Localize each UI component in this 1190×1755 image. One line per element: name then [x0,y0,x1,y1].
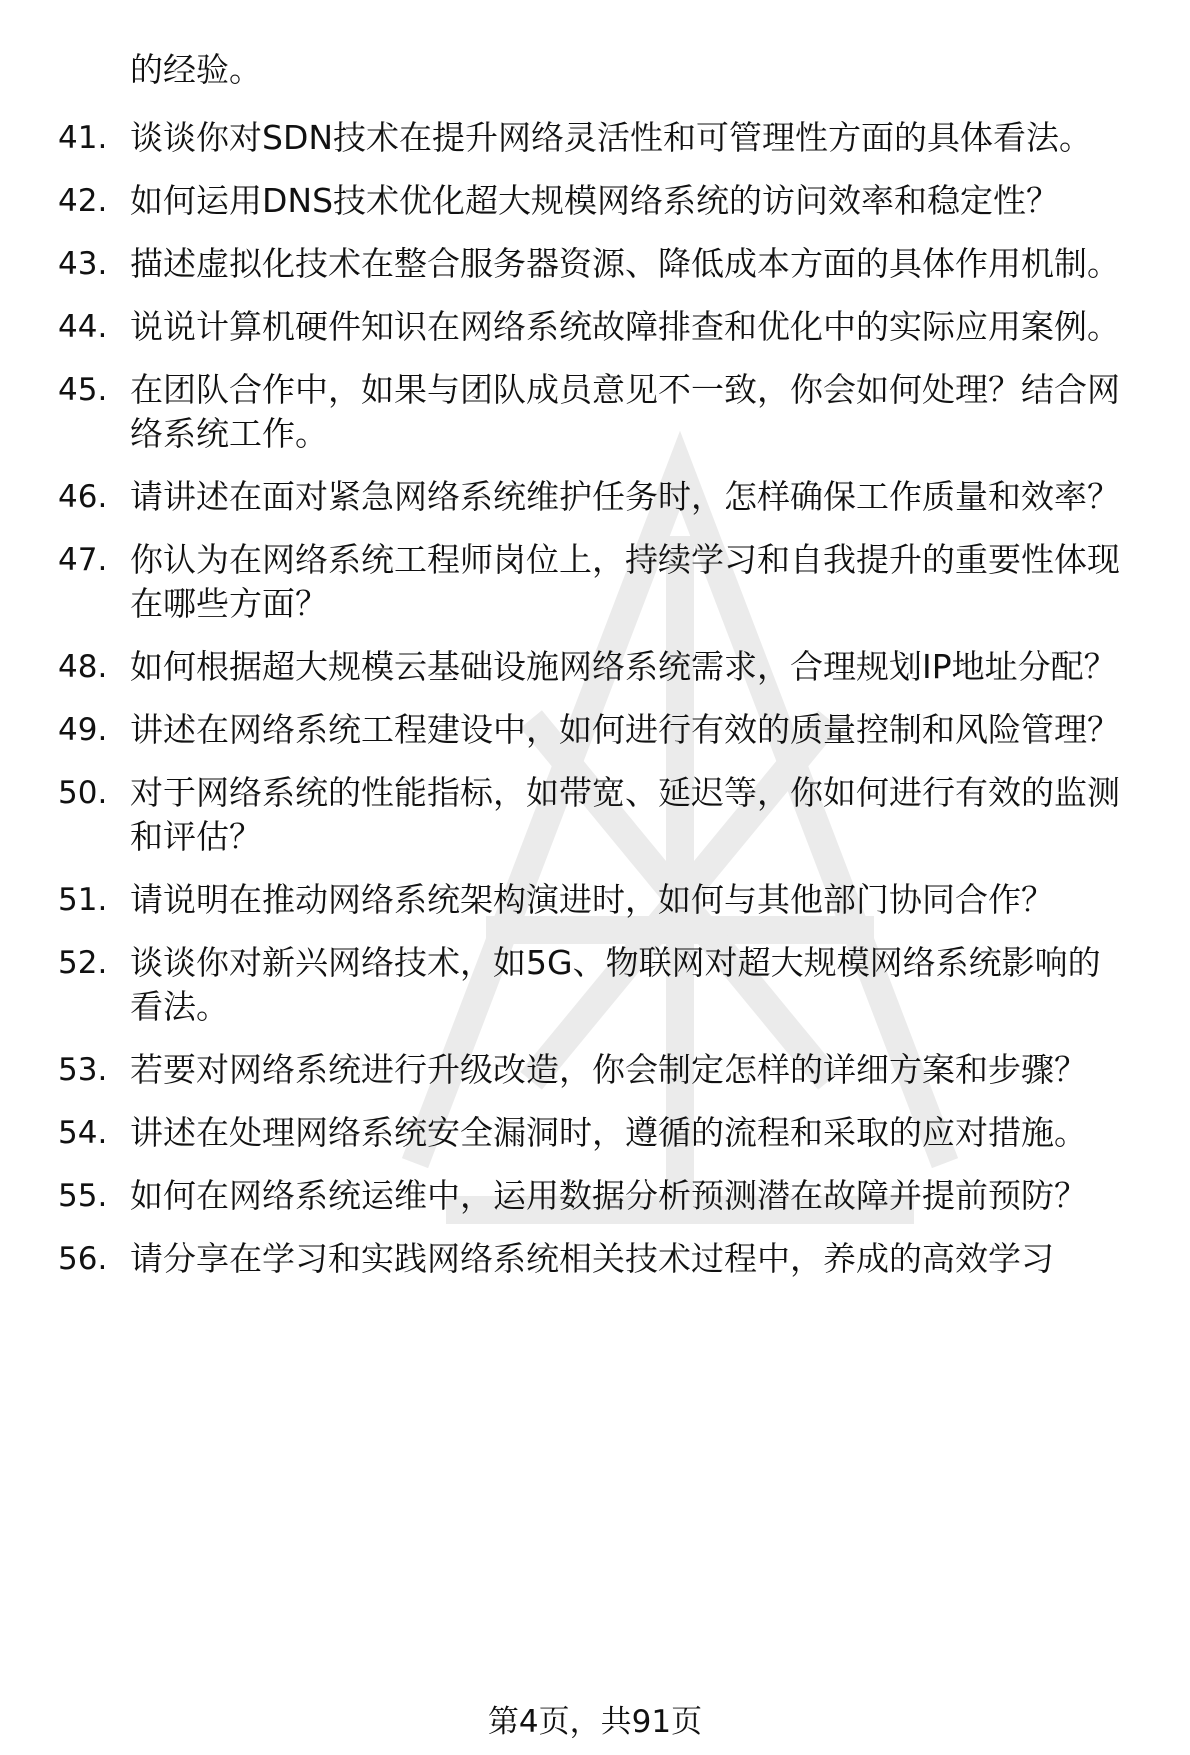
item-text: 如何在网络系统运维中，运用数据分析预测潜在故障并提前预防？ [130,1176,1087,1215]
list-item [58,941,1168,1029]
list-item [58,305,1168,349]
item-number: 46. [58,479,108,515]
item-text: 谈谈你对新兴网络技术，如5G、物联网对超大规模网络系统影响的看法。 [130,943,1101,1026]
item-text: 描述虚拟化技术在整合服务器资源、降低成本方面的具体作用机制。 [130,244,1120,283]
item-number: 53. [58,1052,108,1088]
item-text: 谈谈你对SDN技术在提升网络灵活性和可管理性方面的具体看法。 [130,118,1093,157]
continuation-text: 的经验。 [130,50,262,89]
item-text: 说说计算机硬件知识在网络系统故障排查和优化中的实际应用案例。 [130,307,1120,346]
list-item [58,368,1168,456]
item-number: 48. [58,649,108,685]
item-number: 42. [58,183,108,219]
item-text: 请分享在学习和实践网络系统相关技术过程中，养成的高效学习 [130,1239,1054,1278]
item-number: 44. [58,309,108,345]
item-number: 41. [58,120,108,156]
list-item [58,645,1168,689]
list-item [58,1111,1168,1155]
list-item [58,1048,1168,1092]
item-text: 讲述在网络系统工程建设中，如何进行有效的质量控制和风险管理？ [130,710,1120,749]
item-text: 对于网络系统的性能指标，如带宽、延迟等，你如何进行有效的监测和评估？ [130,773,1120,856]
list-item [58,242,1168,286]
item-number: 56. [58,1241,108,1277]
item-text: 若要对网络系统进行升级改造，你会制定怎样的详细方案和步骤？ [130,1050,1087,1089]
list-item [58,475,1168,519]
item-number: 51. [58,882,108,918]
item-text: 在团队合作中，如果与团队成员意见不一致，你会如何处理？结合网络系统工作。 [130,370,1120,453]
item-text: 如何运用DNS技术优化超大规模网络系统的访问效率和稳定性？ [130,181,1060,220]
list-item [58,1174,1168,1218]
item-number: 43. [58,246,108,282]
list-item [58,116,1168,160]
item-text: 请说明在推动网络系统架构演进时，如何与其他部门协同合作？ [130,880,1054,919]
list-item [58,538,1168,626]
item-number: 50. [58,775,108,811]
list-item [58,771,1168,859]
item-text: 讲述在处理网络系统安全漏洞时，遵循的流程和采取的应对措施。 [130,1113,1087,1152]
item-number: 47. [58,542,108,578]
item-number: 52. [58,945,108,981]
item-text: 你认为在网络系统工程师岗位上，持续学习和自我提升的重要性体现在哪些方面？ [130,540,1120,623]
item-number: 49. [58,712,108,748]
item-number: 55. [58,1178,108,1214]
list-item [58,1237,1168,1281]
item-number: 45. [58,372,108,408]
item-text: 如何根据超大规模云基础设施网络系统需求，合理规划IP地址分配？ [130,647,1117,686]
question-list [58,48,1168,1300]
item-number: 54. [58,1115,108,1151]
list-item [58,878,1168,922]
item-text: 请讲述在面对紧急网络系统维护任务时，怎样确保工作质量和效率？ [130,477,1120,516]
list-item [58,179,1168,223]
page-footer: 第4页，共91页 [487,1704,703,1740]
list-item [58,708,1168,752]
